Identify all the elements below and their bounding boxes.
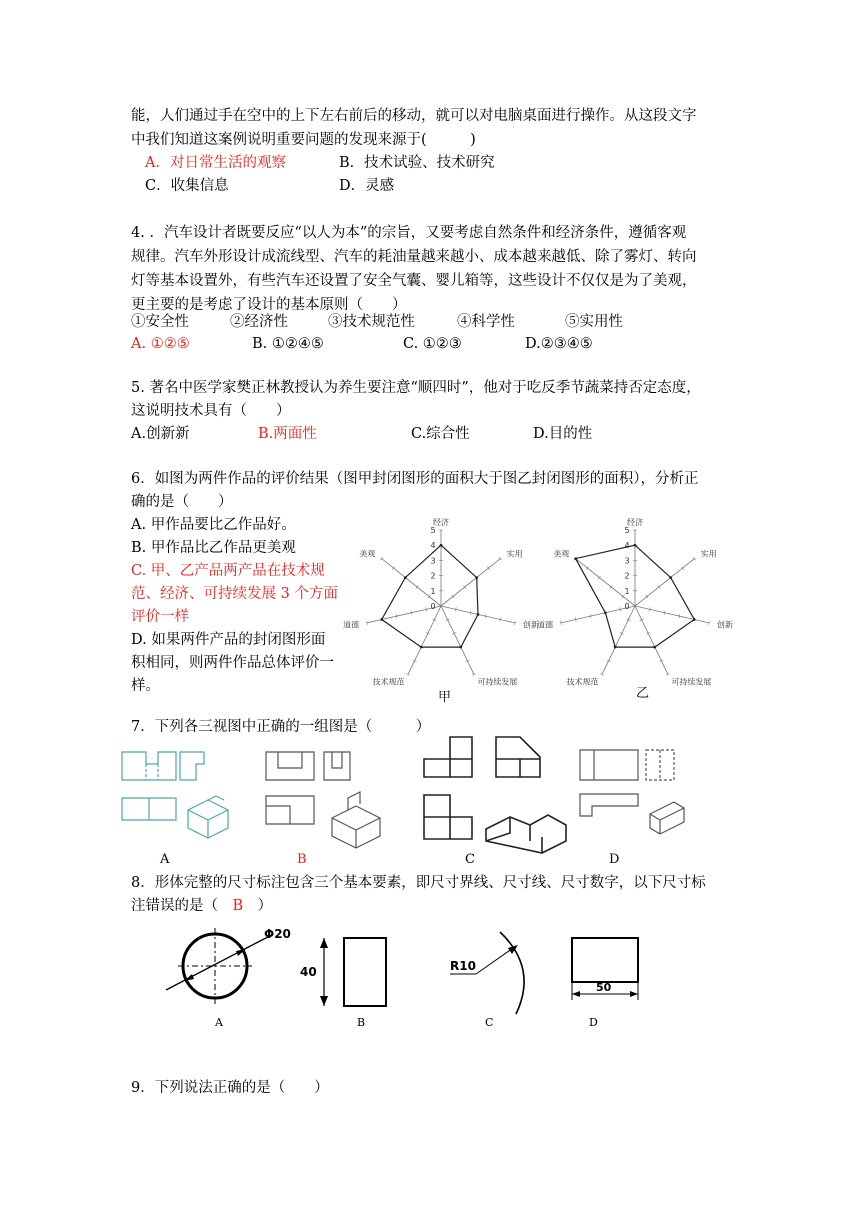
q3-line2: 中我们知道这案例说明重要问题的发现来源于( ) — [131, 132, 476, 148]
radar-yi-axis — [635, 606, 668, 674]
radar-yi-tick-label: 5 — [624, 526, 630, 535]
dim-phi-text: Φ20 — [264, 927, 291, 941]
radar-jia-tick-label: 1 — [430, 586, 436, 596]
radar-jia-point — [477, 613, 480, 616]
radar-yi-point — [634, 544, 637, 547]
q4-option-d: D.②③④⑤ — [525, 336, 593, 352]
q6-option-d-line3: 样。 — [131, 678, 160, 694]
q5-option-a: A.创新新 — [131, 426, 190, 442]
q4-item-2: ②经济性 — [230, 314, 288, 330]
radar-yi-axis-label: 实用 — [700, 549, 717, 559]
radar-jia-axis-label: 创新 — [522, 620, 539, 630]
radar-yi-axis-label: 创新 — [716, 620, 733, 630]
q4-line2: 规律。汽车外形设计成流线型、汽车的耗油量越来越小、成本越来越低、除了雾灯、转向 — [131, 249, 697, 265]
q7-label-c: C — [465, 852, 475, 867]
q5-line2: 这说明技术具有（ ） — [131, 403, 291, 419]
q4-item-4: ④科学性 — [457, 314, 515, 330]
q3-option-a: A．对日常生活的观察 — [145, 155, 286, 171]
dim-width-text: 50 — [596, 981, 612, 994]
radar-jia-axis-label: 可持续发展 — [477, 677, 518, 687]
radar-yi-axis — [576, 559, 635, 606]
radar-jia-axis-label: 实用 — [506, 549, 523, 559]
q8-label-b: B — [357, 1016, 366, 1029]
q4-option-a: A. ①②⑤ — [131, 336, 190, 352]
radar-yi-point — [604, 611, 607, 614]
q6-option-c-line3: 评价一样 — [131, 609, 189, 625]
q9-line1: 9．下列说法正确的是（ ） — [131, 1080, 329, 1096]
radar-jia-tick-label: 0 — [430, 602, 436, 611]
q5-line1: 5. 著名中医学家樊正林教授认为养生要注意“顺四时”，他对于吃反季节蔬菜持否定态度， — [131, 380, 701, 396]
dimension-figure-b — [294, 934, 394, 1014]
radar-yi-point — [669, 576, 672, 579]
radar-jia-axis-label: 道德 — [343, 620, 360, 630]
radar-jia-point — [404, 576, 407, 579]
q5-option-b: B.两面性 — [258, 426, 317, 442]
q6-option-a: A. 甲作品要比乙作品好。 — [131, 517, 296, 533]
radar-yi-axis-label: 经济 — [627, 518, 643, 527]
radar-jia-tick-label: 4 — [430, 541, 436, 551]
radar-jia-axis — [382, 559, 441, 606]
three-view-figure-c — [420, 733, 570, 853]
q8-line2 — [131, 894, 272, 918]
q5-option-c: C.综合性 — [411, 426, 470, 442]
q7-label-a: A — [160, 852, 170, 867]
radar-yi-tick-label: 2 — [624, 571, 630, 581]
radar-jia-point — [420, 646, 423, 649]
radar-yi-tick-label: 4 — [624, 541, 630, 551]
q4-option-b: B. ①②④⑤ — [252, 336, 324, 352]
q7-label-b: B — [297, 852, 307, 867]
radar-yi-tick-label: 1 — [624, 586, 630, 596]
radar-jia-axis-label: 美观 — [359, 549, 376, 559]
radar-yi-axis-label: 技术规范 — [566, 677, 599, 687]
radar-yi-point — [653, 646, 656, 649]
q4-item-5: ⑤实用性 — [565, 314, 623, 330]
radar-jia-point — [459, 646, 462, 649]
radar-yi-point — [693, 618, 696, 621]
q3-line1: 能，人们通过手在空中的上下左右前后的移动，就可以对电脑桌面进行操作。从这段文字 — [131, 108, 697, 124]
q7-line1: 7．下列各三视图中正确的一组图是（ ） — [131, 719, 431, 735]
q8-line2-suffix: ） — [243, 898, 273, 914]
q8-line2-prefix: 注错误的是（ — [131, 898, 233, 914]
q5-option-d: D.目的性 — [533, 426, 593, 442]
dimension-figure-c — [446, 928, 536, 1016]
dim-height-text: 40 — [300, 965, 317, 979]
radar-yi-axis — [635, 559, 694, 606]
radar-caption-jia: 甲 — [438, 690, 452, 705]
q6-option-d-line1: D. 如果两件产品的封闭图形面 — [131, 632, 326, 648]
q8-line1: 8．形体完整的尺寸标注包含三个基本要素，即尺寸界线、尺寸线、尺寸数字，以下尺寸标 — [131, 875, 706, 891]
radar-yi-axis-label: 可持续发展 — [671, 677, 712, 687]
radar-jia-tick-label: 5 — [430, 526, 436, 535]
dim-radius-text: R10 — [450, 959, 476, 973]
radar-yi-axis-label: 道德 — [537, 620, 554, 630]
radar-caption-yi: 乙 — [636, 686, 650, 701]
radar-jia-tick-label: 3 — [430, 556, 436, 566]
three-view-figure-a — [118, 748, 248, 848]
radar-jia-point — [380, 618, 383, 621]
three-view-figure-d — [574, 742, 704, 842]
dimension-figure-d — [566, 934, 646, 1004]
q6-option-c-line2: 范、经济、可持续发展 3 个方面 — [131, 586, 338, 602]
radar-jia-axis-label: 技术规范 — [372, 677, 405, 687]
q3-option-b: B．技术试验、技术研究 — [339, 155, 495, 171]
q8-label-d: D — [589, 1016, 598, 1029]
q8-label-a: A — [215, 1016, 223, 1029]
q3-option-c: C．收集信息 — [145, 178, 229, 194]
q4-line3: 灯等基本设置外，有些汽车还设置了安全气囊、婴儿箱等，这些设计不仅仅是为了美观， — [131, 273, 697, 289]
radar-yi-tick-label: 3 — [624, 556, 630, 566]
radar-yi-tick-label: 0 — [624, 602, 630, 611]
radar-figure-yi — [537, 516, 733, 706]
radar-yi-point — [574, 557, 577, 560]
q3-option-d: D．灵感 — [339, 178, 395, 194]
radar-figure-jia — [343, 516, 539, 706]
q4-option-c: C. ①②③ — [403, 336, 462, 352]
dimension-figure-a — [160, 922, 300, 1012]
q4-item-1: ①安全性 — [131, 314, 189, 330]
q8-answer: B — [232, 898, 244, 914]
radar-yi-axis — [635, 606, 709, 623]
radar-jia-axis — [441, 606, 474, 674]
q7-label-d: D — [609, 852, 620, 867]
q6-line2: 确的是（ ） — [131, 494, 233, 510]
radar-jia-point — [475, 576, 478, 579]
q4-line4: 更主要的是考虑了设计的基本原则（ ） — [131, 297, 407, 313]
radar-yi-axis-label: 美观 — [553, 549, 570, 559]
q6-line1: 6．如图为两件作品的评价结果（图甲封闭图形的面积大于图乙封闭图形的面积），分析正 — [131, 471, 699, 487]
q6-option-b: B. 甲作品比乙作品更美观 — [131, 540, 296, 556]
radar-jia-point — [440, 544, 443, 547]
radar-jia-tick-label: 2 — [430, 571, 436, 581]
q4-line1: 4. ．汽车设计者既要反应“以人为本”的宗旨，又要考虑自然条件和经济条件，遵循客观 — [131, 225, 687, 241]
radar-jia-axis-label: 经济 — [433, 518, 449, 527]
q6-option-c-line1: C. 甲、乙产品两产品在技术规 — [131, 563, 325, 579]
three-view-figure-b — [262, 748, 392, 848]
q6-option-d-line2: 积相同，则两件作品总体评价一 — [131, 655, 334, 671]
radar-jia-axis — [408, 606, 441, 674]
radar-jia-axis — [441, 559, 500, 606]
q8-label-c: C — [485, 1016, 494, 1029]
radar-yi-point — [614, 646, 617, 649]
q4-item-3: ③技术规范性 — [328, 314, 415, 330]
